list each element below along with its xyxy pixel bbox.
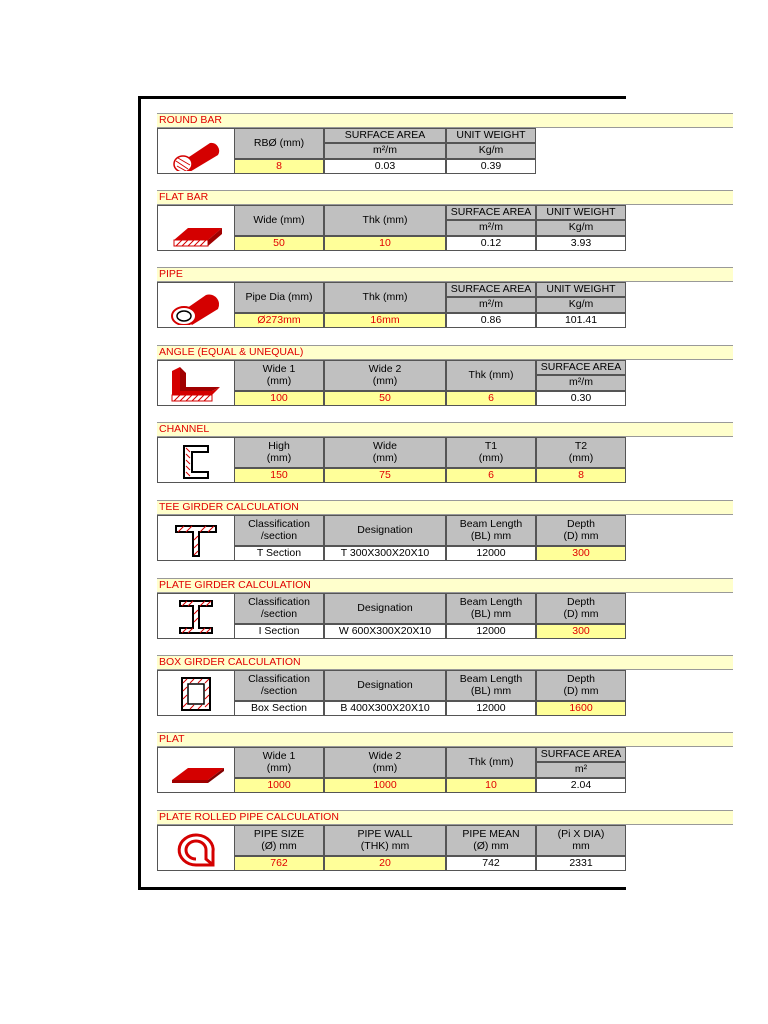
plate-icon [157, 747, 234, 793]
angle-wide1-input[interactable]: 100 [234, 391, 324, 406]
pipe-weight-unit: Kg/m [536, 297, 626, 313]
section-title: BOX GIRDER CALCULATION [157, 655, 733, 670]
fb-wide-input[interactable]: 50 [234, 236, 324, 251]
channel-high-label: High (mm) [234, 437, 324, 468]
channel-icon [157, 437, 234, 483]
tee-length-value: 12000 [446, 546, 536, 561]
pg-length-value: 12000 [446, 624, 536, 639]
pg-class-label: Classification /section [234, 593, 324, 624]
plat-area-value: 2.04 [536, 778, 626, 793]
tee-desig-value: T 300X300X20X10 [324, 546, 446, 561]
rb-weight-label: UNIT WEIGHT [446, 128, 536, 143]
plat-area-unit: m² [536, 762, 626, 778]
pg-desig-label: Designation [324, 593, 446, 624]
pipe-thk-label: Thk (mm) [324, 282, 446, 313]
channel-t2-input[interactable]: 8 [536, 468, 626, 483]
plat-thk-label: Thk (mm) [446, 747, 536, 778]
angle-area-label: SURFACE AREA [536, 360, 626, 375]
pipe-icon [157, 282, 234, 328]
pg-desig-value: W 600X300X20X10 [324, 624, 446, 639]
rb-area-unit: m²/m [324, 143, 446, 159]
channel-wide-label: Wide (mm) [324, 437, 446, 468]
pipe-dia-label: Pipe Dia (mm) [234, 282, 324, 313]
fb-thk-label: Thk (mm) [324, 205, 446, 236]
angle-icon [157, 360, 234, 406]
plat-wide1-input[interactable]: 1000 [234, 778, 324, 793]
pipe-area-value: 0.86 [446, 313, 536, 328]
rb-weight-unit: Kg/m [446, 143, 536, 159]
rp-circ-label: (Pi X DIA) mm [536, 825, 626, 856]
plat-wide2-label: Wide 2 (mm) [324, 747, 446, 778]
section-title: FLAT BAR [157, 190, 733, 205]
fb-weight-unit: Kg/m [536, 220, 626, 236]
tee-length-label: Beam Length (BL) mm [446, 515, 536, 546]
channel-t1-label: T1 (mm) [446, 437, 536, 468]
rb-area-value: 0.03 [324, 159, 446, 174]
rb-weight-value: 0.39 [446, 159, 536, 174]
fb-area-label: SURFACE AREA [446, 205, 536, 220]
section-title: ROUND BAR [157, 113, 733, 128]
channel-t1-input[interactable]: 6 [446, 468, 536, 483]
section-title: PLAT [157, 732, 733, 747]
tee-depth-label: Depth (D) mm [536, 515, 626, 546]
rb-dia-input[interactable]: 8 [234, 159, 324, 174]
bg-depth-label: Depth (D) mm [536, 670, 626, 701]
pg-depth-label: Depth (D) mm [536, 593, 626, 624]
fb-area-unit: m²/m [446, 220, 536, 236]
section-title: TEE GIRDER CALCULATION [157, 500, 733, 515]
bg-desig-label: Designation [324, 670, 446, 701]
rp-mean-value: 742 [446, 856, 536, 871]
pipe-weight-label: UNIT WEIGHT [536, 282, 626, 297]
rp-size-label: PIPE SIZE (Ø) mm [234, 825, 324, 856]
pipe-area-label: SURFACE AREA [446, 282, 536, 297]
flat-bar-icon [157, 205, 234, 251]
section-title: PLATE GIRDER CALCULATION [157, 578, 733, 593]
rolled-pipe-icon [157, 825, 234, 871]
fb-weight-label: UNIT WEIGHT [536, 205, 626, 220]
angle-wide2-label: Wide 2 (mm) [324, 360, 446, 391]
bg-depth-input[interactable]: 1600 [536, 701, 626, 716]
rp-circ-value: 2331 [536, 856, 626, 871]
bg-desig-value: B 400X300X20X10 [324, 701, 446, 716]
rp-wall-input[interactable]: 20 [324, 856, 446, 871]
rp-mean-label: PIPE MEAN (Ø) mm [446, 825, 536, 856]
bg-length-value: 12000 [446, 701, 536, 716]
plat-wide2-input[interactable]: 1000 [324, 778, 446, 793]
i-beam-icon [157, 593, 234, 639]
channel-wide-input[interactable]: 75 [324, 468, 446, 483]
pg-length-label: Beam Length (BL) mm [446, 593, 536, 624]
rb-area-label: SURFACE AREA [324, 128, 446, 143]
plat-thk-input[interactable]: 10 [446, 778, 536, 793]
rp-size-input[interactable]: 762 [234, 856, 324, 871]
rp-wall-label: PIPE WALL (THK) mm [324, 825, 446, 856]
angle-wide2-input[interactable]: 50 [324, 391, 446, 406]
angle-area-value: 0.30 [536, 391, 626, 406]
angle-area-unit: m²/m [536, 375, 626, 391]
round-bar-icon [157, 128, 234, 174]
pipe-area-unit: m²/m [446, 297, 536, 313]
fb-thk-input[interactable]: 10 [324, 236, 446, 251]
bg-class-label: Classification /section [234, 670, 324, 701]
pipe-dia-input[interactable]: Ø273mm [234, 313, 324, 328]
angle-thk-input[interactable]: 6 [446, 391, 536, 406]
tee-depth-input[interactable]: 300 [536, 546, 626, 561]
bg-class-value: Box Section [234, 701, 324, 716]
tee-desig-label: Designation [324, 515, 446, 546]
bg-length-label: Beam Length (BL) mm [446, 670, 536, 701]
section-title: ANGLE (EQUAL & UNEQUAL) [157, 345, 733, 360]
fb-weight-value: 3.93 [536, 236, 626, 251]
pg-class-value: I Section [234, 624, 324, 639]
tee-icon [157, 515, 234, 561]
box-section-icon [157, 670, 234, 716]
tee-class-value: T Section [234, 546, 324, 561]
pg-depth-input[interactable]: 300 [536, 624, 626, 639]
fb-wide-label: Wide (mm) [234, 205, 324, 236]
plat-area-label: SURFACE AREA [536, 747, 626, 762]
pipe-weight-value: 101.41 [536, 313, 626, 328]
section-title: CHANNEL [157, 422, 733, 437]
tee-class-label: Classification /section [234, 515, 324, 546]
channel-t2-label: T2 (mm) [536, 437, 626, 468]
section-title: PLATE ROLLED PIPE CALCULATION [157, 810, 733, 825]
rb-dia-label: RBØ (mm) [234, 128, 324, 159]
fb-area-value: 0.12 [446, 236, 536, 251]
pipe-thk-input[interactable]: 16mm [324, 313, 446, 328]
plat-wide1-label: Wide 1 (mm) [234, 747, 324, 778]
angle-wide1-label: Wide 1 (mm) [234, 360, 324, 391]
section-title: PIPE [157, 267, 733, 282]
angle-thk-label: Thk (mm) [446, 360, 536, 391]
channel-high-input[interactable]: 150 [234, 468, 324, 483]
